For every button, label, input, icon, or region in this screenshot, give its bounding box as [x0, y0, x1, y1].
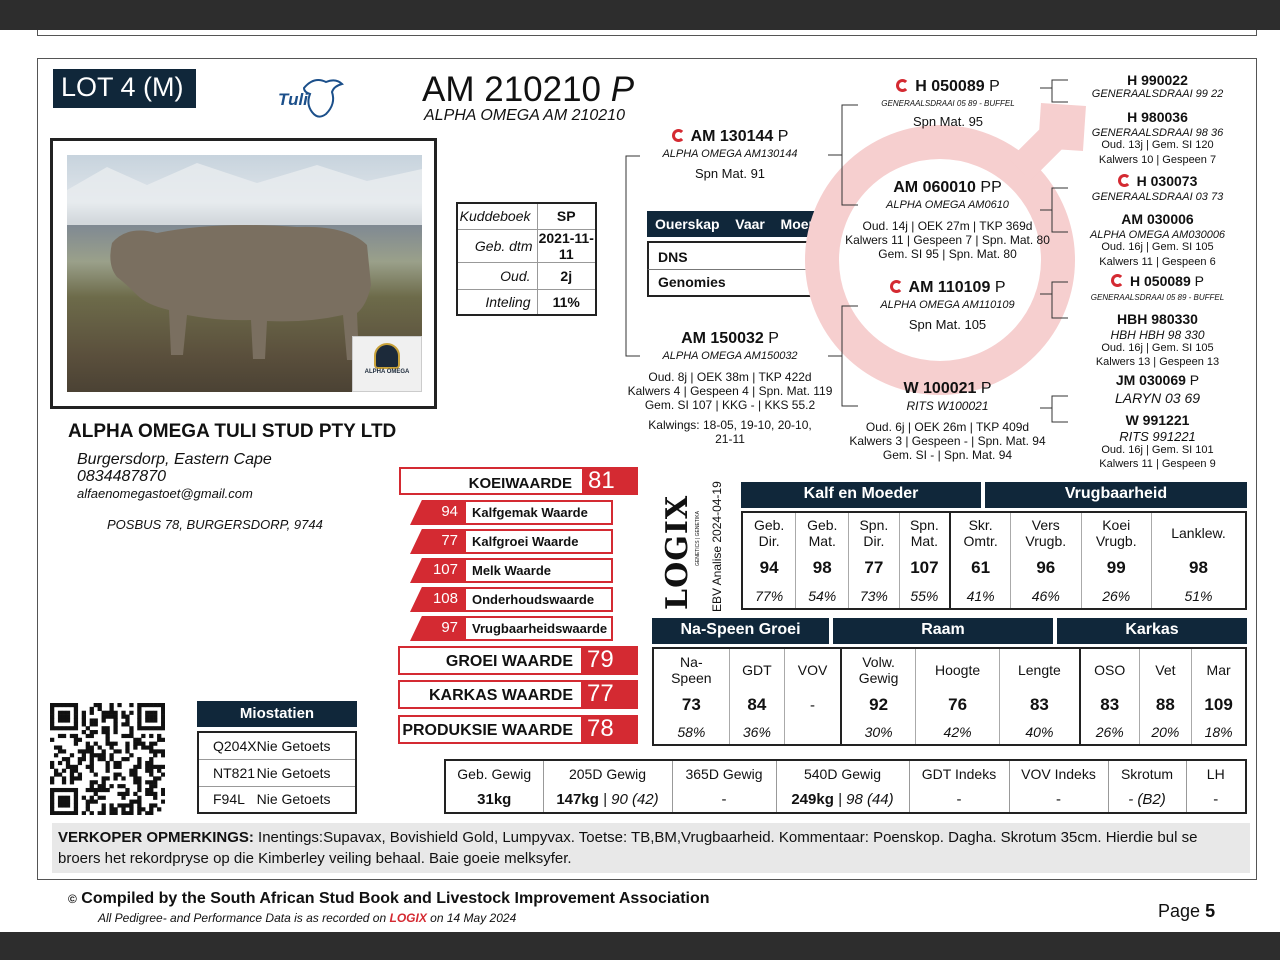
ebv-value: 77 — [849, 553, 899, 584]
ebv-date: EBV Analise 2024-04-19 — [710, 481, 724, 612]
g3-node: W 991221 RITS 991221 Oud. 16j | Gem. SI 101 Kalwers 11 | Gespeen 9 — [1099, 412, 1216, 470]
copyright-icon: © — [68, 892, 77, 906]
lot-badge: LOT 4 (M) — [53, 69, 196, 108]
weight-value: - — [1009, 787, 1108, 813]
animal-name: ALPHA OMEGA AM 210210 — [424, 107, 625, 124]
ebv-accuracy: 30% — [841, 719, 916, 745]
ebv-value: 61 — [950, 553, 1010, 584]
info-value: 2j — [537, 262, 596, 289]
weight-value: - — [909, 787, 1009, 813]
ebv-header: Mar — [1192, 648, 1246, 691]
ebv-header: GDT — [729, 648, 784, 691]
g3-node: HBH 980330 HBH HBH 98 330 Oud. 16j | Gem. SI 105 Kalwers 13 | Gespeen 13 — [1095, 311, 1220, 368]
naspeen-header: Na-Speen Groei — [652, 618, 829, 644]
weight-value: 31kg — [445, 787, 543, 813]
weight-index: | 90 (42) — [598, 791, 659, 808]
ebv-value: 96 — [1011, 553, 1081, 584]
breeder-name: ALPHA OMEGA TULI STUD PTY LTD — [68, 421, 397, 442]
gene-name: Q204X — [213, 737, 257, 754]
ebv-value: 98 — [1151, 553, 1246, 584]
gene-status: Nie Getoets — [256, 764, 331, 781]
ebv-value: 92 — [841, 691, 916, 720]
info-table — [456, 202, 597, 316]
main-value-row: GROEI WAARDE 79 — [398, 646, 638, 675]
gene-status: Nie Getoets — [256, 737, 331, 754]
main-value-row: PRODUKSIE WAARDE 78 — [398, 715, 638, 744]
gene-name: F94L — [213, 791, 245, 808]
karkas-header: Karkas — [1057, 618, 1247, 644]
ebv-accuracy: 18% — [1192, 719, 1246, 745]
ebv-header: Geb. Mat. — [796, 512, 849, 553]
ebv-accuracy: 58% — [677, 723, 706, 740]
weight-header: Geb. Gewig — [445, 760, 543, 787]
ebv-accuracy: 36% — [729, 719, 784, 745]
weight-header: GDT Indeks — [909, 760, 1009, 787]
ebv-header: Spn. Mat. — [899, 512, 950, 553]
weight-value: 147kg — [556, 791, 599, 808]
breeder-location: Burgersdorp, Eastern Cape — [77, 451, 272, 468]
sire-sire-node: H 050089 P GENERAALSDRAAI 05 89 - BUFFEL Spn Mat. 95 — [881, 78, 1015, 129]
ebv-value: 73 — [681, 695, 701, 715]
ebv-header: Spn. Dir. — [849, 512, 899, 553]
ebv-accuracy: 41% — [950, 583, 1010, 609]
genomic-tested-icon — [896, 79, 909, 92]
parentage-header: Ouerskap Vaar Moer — [647, 211, 820, 237]
g3-node: AM 030006 ALPHA OMEGA AM030006 Oud. 16j | Gem. SI 105 Kalwers 11 | Gespeen 6 — [1089, 211, 1226, 268]
weight-header: VOV Indeks — [1009, 760, 1108, 787]
ebv-header: VOV — [785, 648, 841, 691]
dam-node: AM 150032 P ALPHA OMEGA AM150032 Oud. 8j | OEK 38m | TKP 422d Kalwers 4 | Gespeen 4 | Spn. Mat. 119 Gem. SI 107 | KKG - | KKS 55.2 Kalwings: 18-05, 19-10, 20-10, 21-11 — [627, 330, 833, 446]
ebv-value: 98 — [796, 553, 849, 584]
genomic-tested-icon — [672, 129, 685, 142]
g3-node: H 990022 GENERAALSDRAAI 99 22 — [1091, 72, 1224, 100]
animal-poll: P — [610, 70, 635, 109]
top-bar — [0, 0, 1280, 30]
ebv-value: 94 — [759, 558, 779, 578]
ebv-header: Vers Vrugb. — [1011, 512, 1081, 553]
weight-index: | 98 (44) — [833, 791, 894, 808]
weight-header: 540D Gewig — [776, 760, 909, 787]
breeder-postal: POSBUS 78, BURGERSDORP, 9744 — [107, 517, 323, 532]
miostatien-header: Miostatien — [197, 701, 357, 727]
animal-id: AM 210210 — [422, 70, 602, 109]
bull-photo — [67, 155, 422, 392]
ebv-value: 84 — [729, 691, 784, 720]
parentage-row-genomies: Genomies — [647, 270, 820, 297]
gene-status: Nie Getoets — [256, 791, 331, 808]
g3-node: JM 030069 P LARYN 03 69 — [1114, 372, 1201, 406]
ebv-value: 83 — [999, 691, 1079, 720]
genomic-tested-icon — [1118, 174, 1131, 187]
sire-dam-node: AM 060010 PP ALPHA OMEGA AM0610 Oud. 14j | OEK 27m | TKP 369d Kalwers 11 | Gespeen 7 | Spn. Mat. 80 Gem. SI 95 | Spn. Mat. 80 — [845, 179, 1050, 261]
info-label: Oud. — [457, 262, 537, 289]
g3-node: H 050089 P GENERAALSDRAAI 05 89 - BUFFEL — [1090, 273, 1225, 302]
info-value: SP — [537, 203, 596, 229]
dam-dam-node: W 100021 P RITS W100021 Oud. 6j | OEK 26m | TKP 409d Kalwers 3 | Gespeen - | Spn. Mat. 94 Gem. SI - | Spn. Mat. 94 — [849, 380, 1046, 462]
ebv-accuracy: 73% — [849, 583, 899, 609]
info-value: 11% — [537, 289, 596, 315]
sub-value-row: 107 Melk Waarde — [410, 558, 615, 583]
ebv-table-bottom — [652, 647, 1247, 746]
ebv-header: Geb. Dir. — [753, 516, 785, 549]
sub-value-row: 108 Onderhoudswaarde — [410, 587, 615, 612]
sub-values — [410, 500, 615, 645]
ebv-accuracy: 46% — [1011, 583, 1081, 609]
ebv-value: - — [785, 691, 841, 720]
sub-value-row: 97 Vrugbaarheidswaarde — [410, 616, 615, 641]
weight-header: 365D Gewig — [672, 760, 776, 787]
data-note: All Pedigree- and Performance Data is as recorded on LOGIX on 14 May 2024 — [98, 911, 517, 925]
tuli-logo: Tuli — [276, 74, 346, 126]
logix-subtitle: GENETICS | GENETIKA — [695, 511, 701, 566]
vrug-header: Vrugbaarheid — [985, 482, 1247, 508]
ebv-header: Vet — [1139, 648, 1192, 691]
ebv-header: Lanklew. — [1151, 512, 1246, 553]
genomic-tested-icon — [1111, 274, 1124, 287]
bottom-bar — [0, 932, 1280, 960]
ebv-accuracy: 26% — [1080, 719, 1139, 745]
ebv-value: 109 — [1192, 691, 1246, 720]
alpha-omega-logo: ALPHA OMEGA — [352, 336, 422, 392]
ebv-accuracy: 77% — [755, 587, 784, 604]
sub-value-row: 94 Kalfgemak Waarde — [410, 500, 615, 525]
ebv-header: Koei Vrugb. — [1081, 512, 1151, 553]
ebv-value: 88 — [1139, 691, 1192, 720]
ebv-accuracy: 55% — [899, 583, 950, 609]
ebv-accuracy: 26% — [1081, 583, 1151, 609]
weight-header: LH — [1206, 766, 1225, 782]
ebv-value: 99 — [1081, 553, 1151, 584]
ebv-header: Na- Speen — [671, 653, 712, 686]
ebv-header: Skr. Omtr. — [950, 512, 1010, 553]
ebv-value: 76 — [916, 691, 1000, 720]
parentage-row-dns: DNS — [647, 241, 820, 270]
ebv-accuracy: 54% — [796, 583, 849, 609]
weight-header: Skrotum — [1108, 760, 1186, 787]
genomic-tested-icon — [890, 280, 903, 293]
weight-value: - — [1213, 791, 1219, 808]
info-label: Kuddeboek — [457, 203, 537, 229]
breeder-email[interactable]: alfaenomegastoet@gmail.com — [77, 486, 253, 501]
main-value-row: KARKAS WAARDE 77 — [398, 680, 638, 709]
ebv-accuracy — [785, 719, 841, 745]
miostatien-table — [197, 731, 357, 814]
g3-node: H 030073 GENERAALSDRAAI 03 73 — [1091, 173, 1224, 203]
weight-value: - — [672, 787, 776, 813]
weights-table — [444, 759, 1247, 814]
info-label: Inteling — [457, 289, 537, 315]
weight-value: - (B2) — [1108, 787, 1186, 813]
ebv-header: Volw. Gewig — [841, 648, 916, 691]
ebv-header: OSO — [1080, 648, 1139, 691]
g3-node: H 980036 GENERAALSDRAAI 98 36 Oud. 13j | Gem. SI 120 Kalwers 10 | Gespeen 7 — [1091, 109, 1224, 166]
breeder-phone: 0834487870 — [77, 468, 166, 485]
ebv-accuracy: 42% — [916, 719, 1000, 745]
sub-value-row: 77 Kalfgroei Waarde — [410, 529, 615, 554]
info-label: Geb. dtm — [457, 229, 537, 262]
ebv-accuracy: 51% — [1151, 583, 1246, 609]
info-value: 2021-11-11 — [537, 229, 596, 262]
ebv-value: 107 — [899, 553, 950, 584]
ebv-table-top — [741, 511, 1247, 610]
bull-photo-frame — [50, 138, 437, 409]
weight-header: 205D Gewig — [543, 760, 672, 787]
seller-remarks: VERKOPER OPMERKINGS: Inentings:Supavax, Bovishield Gold, Lumpyvax. Toetse: TB,BM,Vrugbaarheid. Kommentaar: Poenskop. Dagha. Skrotum 35cm. Hierdie bul se broers het rekordpryse op die Kimberley veiling behaal. Baie goeie melksyfer. — [52, 823, 1250, 873]
weight-value: 249kg — [791, 791, 834, 808]
ebv-header: Hoogte — [916, 648, 1000, 691]
ebv-accuracy: 40% — [999, 719, 1079, 745]
qr-code[interactable] — [50, 703, 165, 815]
raam-header: Raam — [833, 618, 1053, 644]
sire-node: AM 130144 P ALPHA OMEGA AM130144 Spn Mat. 91 — [662, 128, 798, 181]
ebv-value: 83 — [1080, 691, 1139, 720]
compiled-by: © Compiled by the South African Stud Book and Livestock Improvement Association — [68, 890, 710, 907]
ebv-accuracy: 20% — [1139, 719, 1192, 745]
gene-name: NT821 — [213, 764, 256, 781]
dam-sire-node: AM 110109 P ALPHA OMEGA AM110109 Spn Mat. 105 — [880, 279, 1015, 332]
ebv-header: Lengte — [999, 648, 1079, 691]
logix-logo: LOGIX — [660, 494, 695, 610]
kalf-header: Kalf en Moeder — [741, 482, 981, 508]
page-number: Page 5 — [1158, 901, 1216, 921]
previous-page-edge — [37, 30, 1257, 36]
koeiwaarde-row: KOEIWAARDE 81 — [399, 467, 638, 495]
